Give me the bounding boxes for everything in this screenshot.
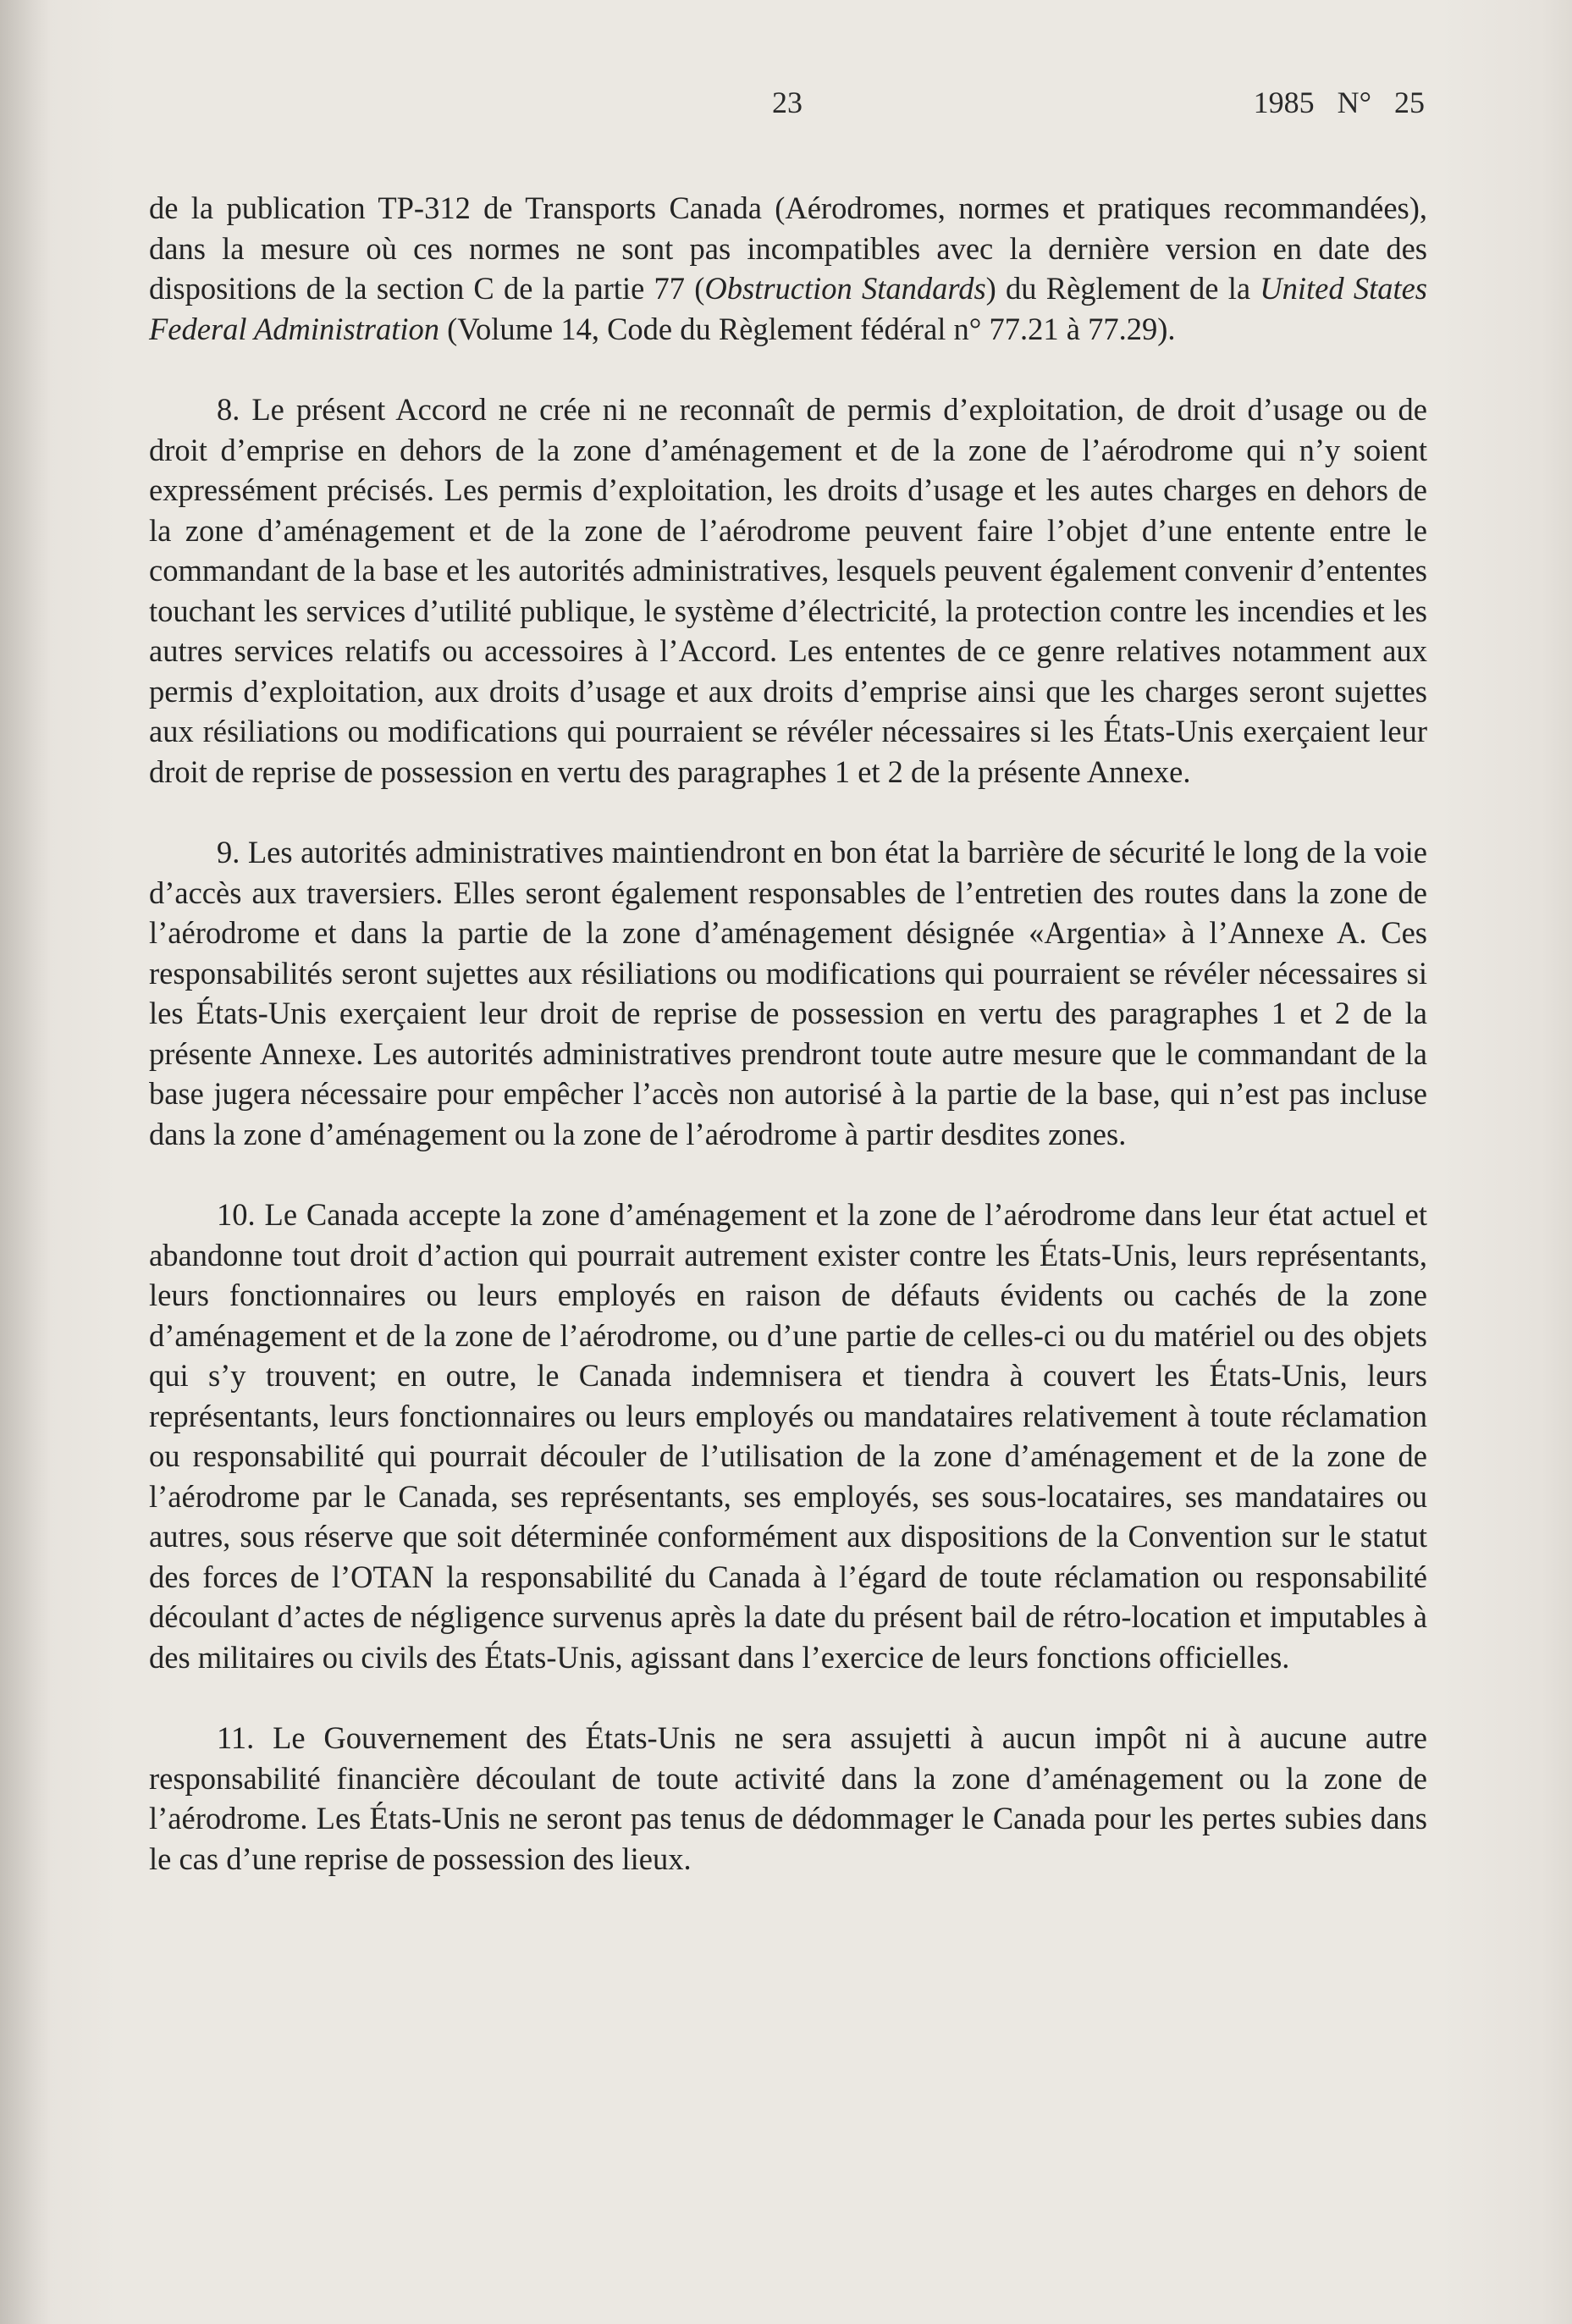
paragraph-11: 11. Le Gouvernement des États-Unis ne sera assujetti à aucun impôt ni à aucune autre responsabilité financière découlant de toute activité dans la zone d’aménagement ou la zone de l’aérodrome. Les États-Unis ne seront pas tenus de dédommager le Canada pour les pertes subies dans le cas d’une reprise de possession des lieux.	[149, 1720, 1427, 1876]
intro-text-c: (Volume 14, Code du Règlement fédéral n° 77.21 à 77.29).	[439, 311, 1176, 346]
page-header	[0, 85, 1572, 135]
document-body	[149, 188, 1427, 1879]
page-number: 23	[772, 86, 803, 119]
intro-text-b: ) du Règlement de la	[985, 271, 1260, 306]
intro-text-a: de la publication TP-312 de Transports Canada (Aérodromes, normes et pratiques recommandées), dans la mesure où ces normes ne sont pas incompatibles avec la dernière version en date des dispositions de la section C de la partie 77 (	[149, 190, 1427, 306]
paragraph-9: 9. Les autorités administratives maintiendront en bon état la barrière de sécurité le long de la voie d’accès aux traversiers. Elles seront également responsables de l’entretien des routes dans la zone de l’aérodrome et dans la partie de la zone d’aménagement désignée «Argentia» à l’Annexe A. Ces responsabilités seront sujettes aux résiliations ou modifications qui pourraient se révéler nécessaires si les États-Unis exerçaient leur droit de reprise de possession en vertu des paragraphes 1 et 2 de la présente Annexe. Les autorités administratives prendront toute autre mesure que le commandant de la base jugera nécessaire pour empêcher l’accès non autorisé à la partie de la base, qui n’est pas incluse dans la zone d’aménagement ou la zone de l’aérodrome à partir desdites zones.	[149, 835, 1427, 1151]
paragraph-10: 10. Le Canada accepte la zone d’aménagement et la zone de l’aérodrome dans leur état actuel et abandonne tout droit d’action qui pourrait autrement exister contre les États-Unis, leurs représentants, leurs fonctionnaires ou leurs employés en raison de défauts évidents ou cachés de la zone d’aménagement et de la zone de l’aérodrome, ou d’une partie de celles-ci ou du matériel ou des objets qui s’y trouvent; en outre, le Canada indemnisera et tiendra à couvert les États-Unis, leurs représentants, leurs fonctionnaires ou leurs employés ou mandataires relativement à toute réclamation ou responsabilité qui pourrait découler de l’utilisation de la zone d’aménagement et de la zone de l’aérodrome par le Canada, ses représentants, ses employés, ses sous-locataires, ses mandataires ou autres, sous réserve que soit déterminée conformément aux dispositions de la Convention sur le statut des forces de l’OTAN la responsabilité du Canada à l’égard de toute réclamation ou responsabilité découlant d’actes de négligence survenus après la date du présent bail de rétro-location et imputables à des militaires ou civils des États-Unis, agissant dans l’exercice de leurs fonctions officielles.	[149, 1197, 1427, 1675]
intro-italic-us-federal-administration: United States Federal Administration	[149, 271, 1428, 346]
paragraph-intro-continuation	[149, 188, 1427, 349]
book-spine-shadow	[0, 0, 51, 2324]
intro-italic-obstruction-standards: Obstruction Standards	[704, 271, 986, 306]
paragraph-8: 8. Le présent Accord ne crée ni ne reconnaît de permis d’exploitation, de droit d’usage ou de droit d’emprise en dehors de la zone d’aménagement et de la zone de l’aérodrome qui n’y soient expressément précisés. Les permis d’exploitation, les droits d’usage et les autes charges en dehors de la zone d’aménagement et de la zone de l’aérodrome peuvent faire l’objet d’une entente entre le commandant de la base et les autorités administratives, lesquels peuvent également convenir d’ententes touchant les services d’utilité publique, le système d’électricité, la protection contre les incendies et les autres services relatifs ou accessoires à l’Accord. Les ententes de ce genre relatives notamment aux permis d’exploitation, aux droits d’usage et aux droits d’emprise ainsi que les charges seront sujettes aux résiliations ou modifications qui pourraient se révéler nécessaires si les États-Unis exerçaient leur droit de reprise de possession en vertu des paragraphes 1 et 2 de la présente Annexe.	[149, 392, 1427, 789]
year-issue-number: 1985 N° 25	[1253, 86, 1425, 119]
